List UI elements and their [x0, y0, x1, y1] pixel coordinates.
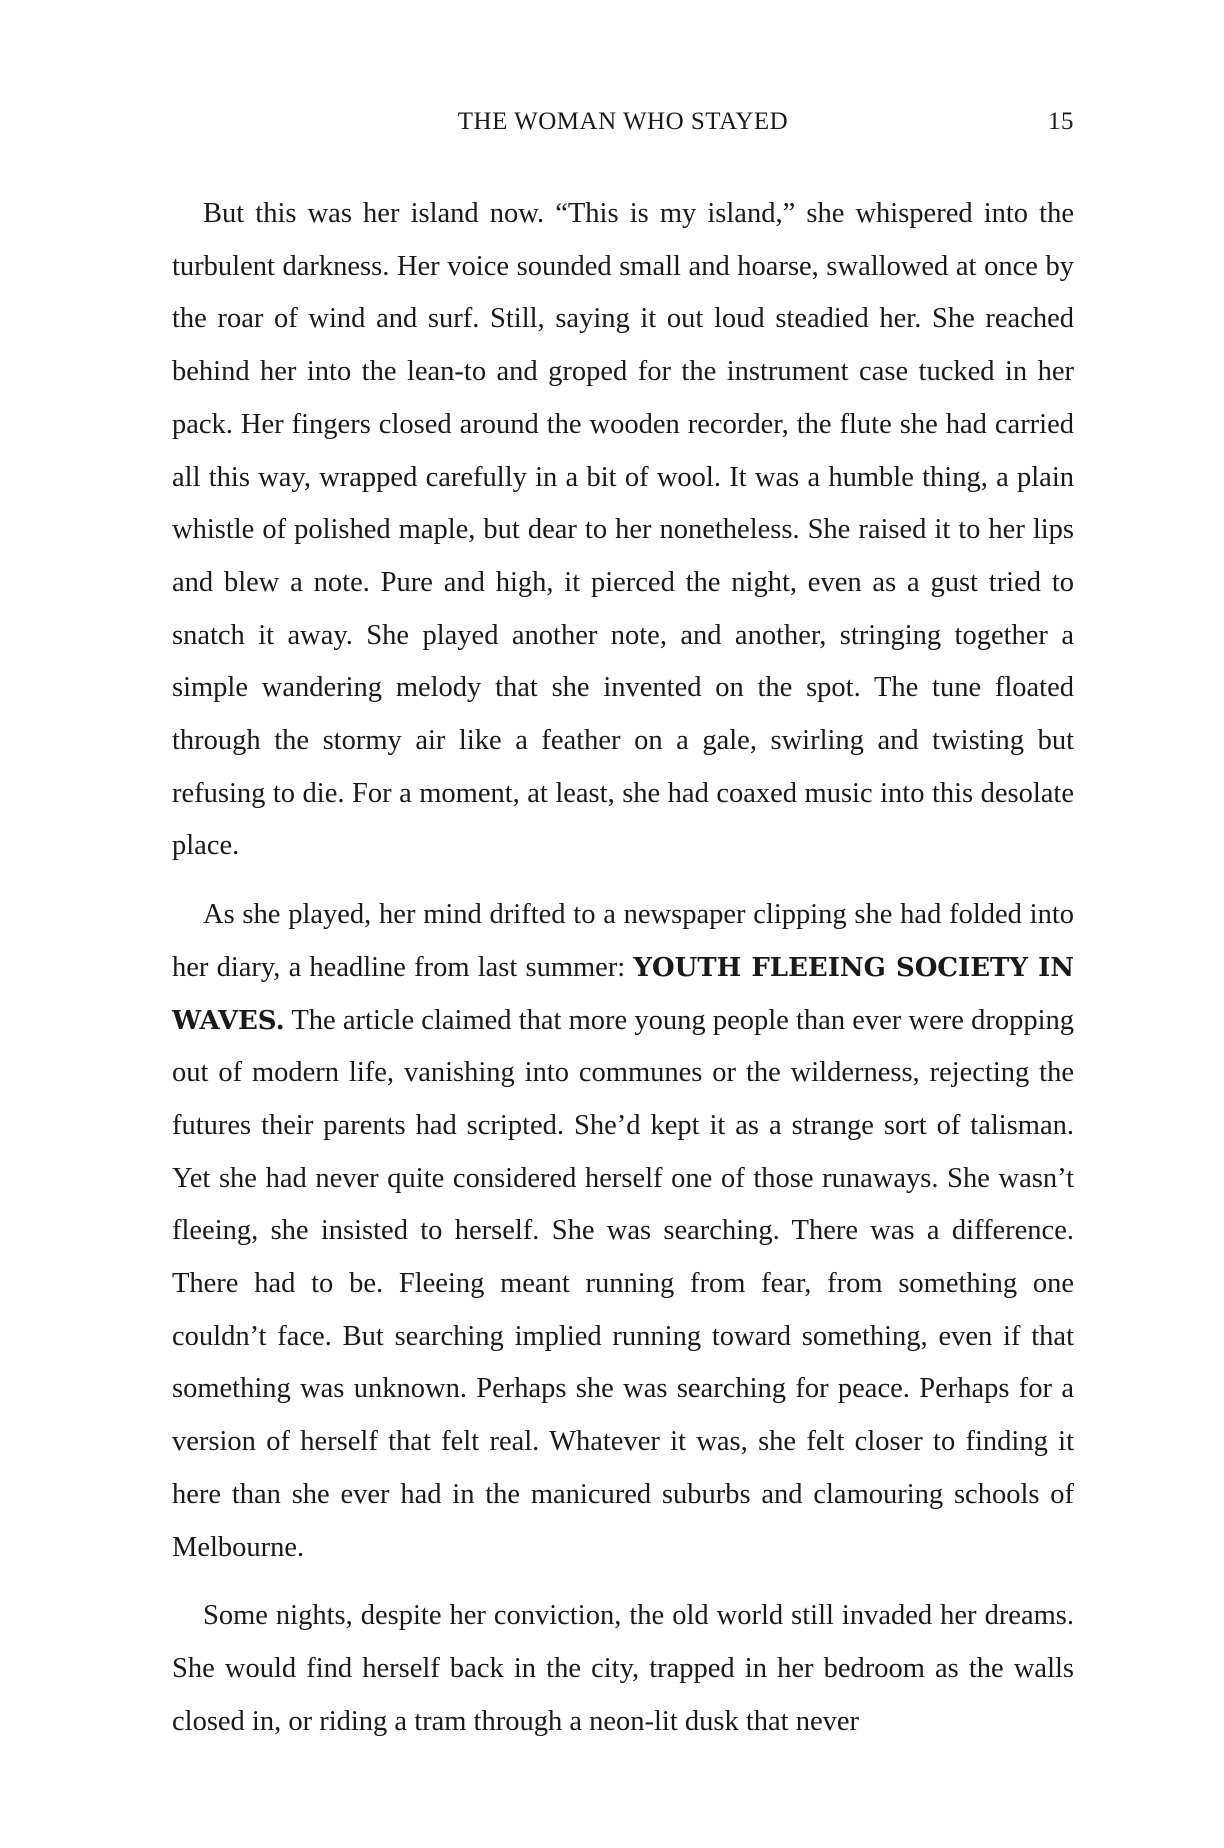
- body-text: [172, 188, 1074, 1748]
- running-head: [172, 108, 1074, 148]
- paragraph-text-before-headline: As she played, her mind drifted to a newspaper clipping she had folded into her diary, a headline from last summer:: [172, 899, 1074, 983]
- running-head-title: THE WOMAN WHO STAYED: [457, 108, 789, 135]
- paragraph-text-after-headline: The article claimed that more young people than ever were dropping out of modern life, vanishing into communes or the wilderness, rejecting the futures their parents had scripted. She’d kept it as a strange sort of talisman. Yet she had never quite considered herself one of those runaways. She wasn’t fleeing, she insisted to herself. She was searching. There was a difference. There had to be. Fleeing meant running from fear, from something one couldn’t face. But searching implied running toward something, even if that something was unknown. Perhaps she was searching for peace. Perhaps for a version of herself that felt real. Whatever it was, she felt closer to finding it here than she ever had in the manicured suburbs and clamouring schools of Melbourne.: [172, 1004, 1074, 1563]
- book-page: [172, 0, 1074, 1848]
- page-number: 15: [1048, 108, 1074, 135]
- newspaper-headline: YOUTH FLEEING SOCIETY IN WAVES.: [172, 952, 1074, 1036]
- paragraph-headline: [172, 889, 1074, 1574]
- paragraph-dreams: Some nights, despite her conviction, the old world still invaded her dreams. She would find herself back in the city, trapped in her bedroom as the walls closed in, or riding a tram through a neon-lit dusk that never: [172, 1600, 1074, 1737]
- paragraph-island: But this was her island now. “This is my island,” she whispered into the turbulent darkness. Her voice sounded small and hoarse, swallowed at once by the roar of wind and surf. Still, saying it out loud steadied her. She reached behind her into the lean-to and groped for the instrument case tucked in her pack. Her fingers closed around the wooden recorder, the flute she had carried all this way, wrapped carefully in a bit of wool. It was a humble thing, a plain whistle of polished maple, but dear to her nonetheless. She raised it to her lips and blew a note. Pure and high, it pierced the night, even as a gust tried to snatch it away. She played another note, and another, stringing together a simple wandering melody that she invented on the spot. The tune floated through the stormy air like a feather on a gale, swirling and twisting but refusing to die. For a moment, at least, she had coaxed music into this desolate place.: [172, 198, 1074, 862]
